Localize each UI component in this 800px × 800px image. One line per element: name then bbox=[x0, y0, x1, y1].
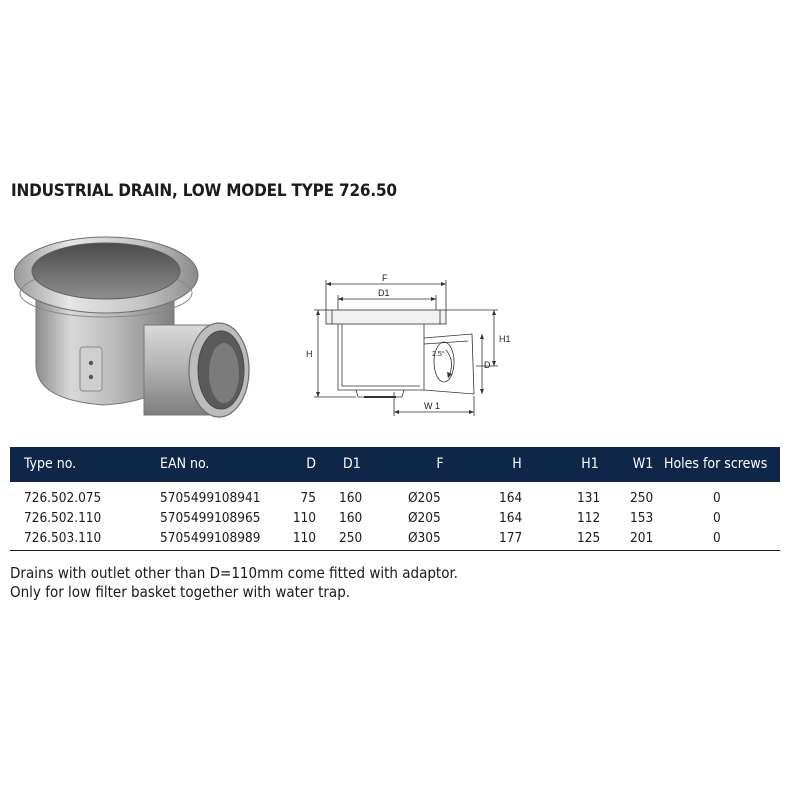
cell-w1: 250 bbox=[630, 490, 654, 506]
cell-d: 110 bbox=[292, 510, 316, 526]
table-row bbox=[10, 490, 780, 510]
cell-f: Ø205 bbox=[408, 510, 441, 526]
cell-ean-no: 5705499108965 bbox=[160, 510, 261, 526]
cell-h: 177 bbox=[499, 530, 523, 546]
cell-h1: 125 bbox=[577, 530, 601, 546]
table-row bbox=[10, 530, 780, 550]
col-header-holes: Holes for screws bbox=[664, 456, 768, 472]
dim-w1-label: W 1 bbox=[424, 401, 441, 411]
note-adaptor: Drains with outlet other than D=110mm come fitted with adaptor. bbox=[10, 564, 458, 582]
dim-slope-label: 2.5° bbox=[432, 351, 445, 358]
col-header-d1: D1 bbox=[343, 456, 361, 472]
dim-f-label: F bbox=[382, 273, 388, 283]
cell-w1: 153 bbox=[630, 510, 654, 526]
cell-holes: 0 bbox=[713, 530, 721, 546]
cell-ean-no: 5705499108989 bbox=[160, 530, 261, 546]
cell-f: Ø305 bbox=[408, 530, 441, 546]
cell-type-no: 726.502.110 bbox=[24, 510, 102, 526]
dim-d1-label: D1 bbox=[378, 288, 390, 298]
cell-d1: 160 bbox=[339, 510, 363, 526]
table-body bbox=[10, 482, 780, 551]
page-title: INDUSTRIAL DRAIN, LOW MODEL TYPE 726.50 bbox=[11, 181, 397, 201]
cell-holes: 0 bbox=[713, 510, 721, 526]
note-filter-basket: Only for low filter basket together with water trap. bbox=[10, 583, 351, 601]
cell-h1: 112 bbox=[577, 510, 601, 526]
dim-h-label: H bbox=[306, 349, 313, 359]
cell-type-no: 726.503.110 bbox=[24, 530, 102, 546]
cell-h: 164 bbox=[499, 490, 523, 506]
cell-f: Ø205 bbox=[408, 490, 441, 506]
cell-w1: 201 bbox=[630, 530, 654, 546]
dim-d-label: D bbox=[484, 360, 491, 370]
table-row bbox=[10, 510, 780, 530]
col-header-type-no: Type no. bbox=[24, 456, 77, 472]
cell-h: 164 bbox=[499, 510, 523, 526]
technical-drawing bbox=[296, 262, 516, 422]
cell-ean-no: 5705499108941 bbox=[160, 490, 261, 506]
cell-d1: 160 bbox=[339, 490, 363, 506]
dim-h1-label: H1 bbox=[499, 334, 511, 344]
col-header-h1: H1 bbox=[581, 456, 599, 472]
cell-h1: 131 bbox=[577, 490, 601, 506]
cell-holes: 0 bbox=[713, 490, 721, 506]
cell-d: 110 bbox=[292, 530, 316, 546]
col-header-f: F bbox=[436, 456, 444, 472]
cell-d: 75 bbox=[300, 490, 316, 506]
col-header-w1: W1 bbox=[632, 456, 654, 472]
product-photo bbox=[14, 215, 250, 430]
table-header bbox=[10, 447, 780, 482]
col-header-ean-no: EAN no. bbox=[160, 456, 210, 472]
cell-d1: 250 bbox=[339, 530, 363, 546]
cell-type-no: 726.502.075 bbox=[24, 490, 102, 506]
col-header-d: D bbox=[306, 456, 316, 472]
col-header-h: H bbox=[512, 456, 522, 472]
